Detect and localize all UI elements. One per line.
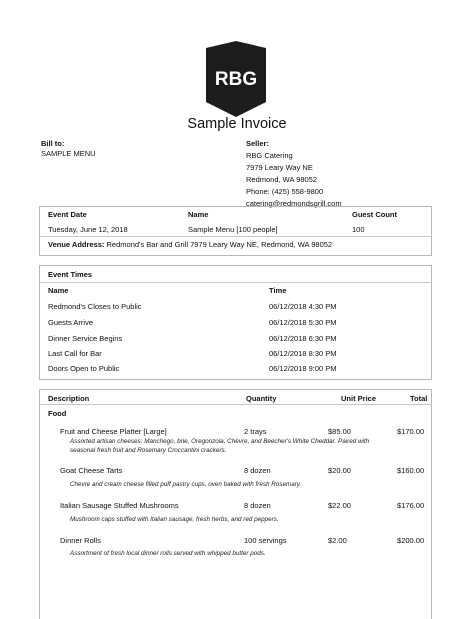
- bill-to-name: SAMPLE MENU: [41, 149, 96, 158]
- event-date-header: Event Date: [48, 210, 87, 219]
- bill-to-label: Bill to:: [41, 139, 65, 148]
- time-row-time: 06/12/2018 6:30 PM: [269, 334, 337, 343]
- guest-count-value: 100: [352, 225, 365, 234]
- seller-block: [246, 150, 342, 210]
- total-header: Total: [410, 394, 428, 403]
- guest-count-header: Guest Count: [352, 210, 397, 219]
- time-row-name: Guests Arrive: [48, 318, 94, 327]
- item-description: Mushroom caps stuffed with Italian sausage, fresh herbs, and red peppers.: [70, 516, 279, 523]
- time-row-name: Last Call for Bar: [48, 349, 102, 358]
- item-qty: 2 trays: [244, 427, 267, 436]
- venue-value: Redmond's Bar and Grill 7979 Leary Way NE, Redmond, WA 98052: [106, 240, 333, 249]
- time-row-time: 06/12/2018 4:30 PM: [269, 302, 337, 311]
- item-qty: 8 dozen: [244, 466, 271, 475]
- unit-price-header: Unit Price: [341, 394, 377, 403]
- item-price: $85.00: [328, 427, 351, 436]
- item-price: $2.00: [328, 536, 347, 545]
- seller-name: RBG Catering: [246, 151, 293, 160]
- event-name-value: Sample Menu [100 people]: [188, 225, 278, 234]
- time-row-name: Redmond's Closes to Public: [48, 302, 142, 311]
- item-name: Fruit and Cheese Platter [Large]: [60, 427, 167, 436]
- item-total: $176.00: [397, 501, 425, 510]
- quantity-header: Quantity: [246, 394, 277, 403]
- description-header: Description: [48, 394, 90, 403]
- item-description: Chevre and cream cheese filled puff pastry cups, oven baked with fresh Rosemary.: [70, 481, 302, 488]
- item-price: $20.00: [328, 466, 351, 475]
- item-description: Assortment of fresh local dinner rolls served with whipped butter pods.: [70, 550, 266, 557]
- seller-phone: Phone: (425) 558-9800: [246, 187, 324, 196]
- time-row-time: 06/12/2018 9:00 PM: [269, 364, 337, 373]
- item-price: $22.00: [328, 501, 351, 510]
- time-row-name: Dinner Service Begins: [48, 334, 123, 343]
- item-qty: 100 servings: [244, 536, 287, 545]
- item-name: Dinner Rolls: [60, 536, 101, 545]
- item-name: Italian Sausage Stuffed Mushrooms: [60, 501, 179, 510]
- seller-email: catering@redmondsgrill.com: [246, 199, 342, 208]
- venue-row: [48, 240, 332, 250]
- item-qty: 8 dozen: [244, 501, 271, 510]
- event-times-title: Event Times: [48, 270, 93, 279]
- item-total: $160.00: [397, 466, 425, 475]
- seller-address1: 7979 Leary Way NE: [246, 163, 313, 172]
- item-description: Assorted artisan cheeses: Manchego, brie, Oregonzola, Chèvre, and Beecher's White Cheddar. Paired with: [70, 438, 370, 445]
- item-name: Goat Cheese Tarts: [60, 466, 123, 475]
- seller-label: Seller:: [246, 139, 269, 148]
- seller-address2: Redmond, WA 98052: [246, 175, 318, 184]
- venue-label: Venue Address:: [48, 240, 105, 249]
- page-title: Sample Invoice: [187, 116, 287, 132]
- time-row-time: 06/12/2018 8:30 PM: [269, 349, 337, 358]
- event-name-header: Name: [188, 210, 209, 219]
- time-row-time: 06/12/2018 5:30 PM: [269, 318, 337, 327]
- item-description: seasonal fresh fruit and Rosemary Croccantini crackers.: [70, 447, 227, 454]
- item-total: $200.00: [397, 536, 425, 545]
- section-food: Food: [48, 409, 67, 418]
- logo-text: RBG: [214, 69, 258, 90]
- item-total: $170.00: [397, 427, 425, 436]
- rbg-logo: [204, 40, 268, 118]
- time-row-name: Doors Open to Public: [48, 364, 120, 373]
- times-name-header: Name: [48, 286, 69, 295]
- times-time-header: Time: [269, 286, 287, 295]
- event-date-value: Tuesday, June 12, 2018: [48, 225, 128, 234]
